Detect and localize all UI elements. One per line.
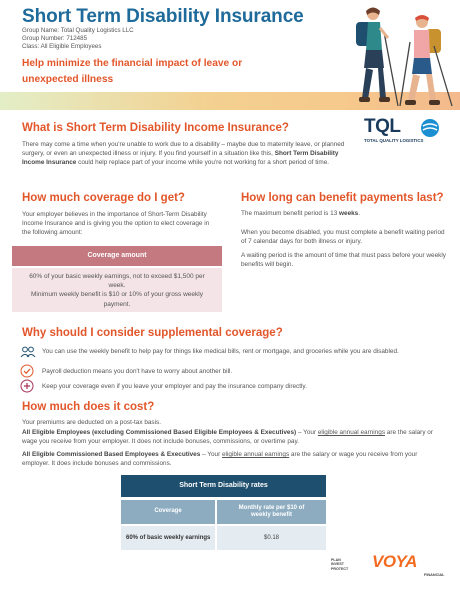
people-icon bbox=[20, 346, 36, 358]
cost-p2-dash: – Your bbox=[200, 451, 222, 458]
cost-p2-text: are the salary or wage you receive from your employer. It does include bonuses and commissions. bbox=[22, 451, 418, 467]
coverage-line-2: Minimum weekly benefit is $10 or 10% of your gross weekly payment. bbox=[31, 291, 203, 308]
tql-wordmark: TQL bbox=[364, 116, 401, 137]
max-benefit-end: . bbox=[358, 210, 361, 217]
tagline-invest: INVEST bbox=[331, 562, 344, 567]
what-is-heading: What is Short Term Disability Income Insurance? bbox=[22, 122, 289, 134]
why-bullet-2: Payroll deduction means you don't have to worry about another bill. bbox=[42, 368, 233, 375]
globe-icon bbox=[420, 118, 440, 138]
rates-row-coverage: 60% of basic weekly earnings bbox=[121, 526, 215, 550]
coverage-body: Your employer believes in the importance of Short-Term Disability Income Insurance and is giving you the option to elect coverage in the following amount: bbox=[22, 211, 210, 236]
page-title: Short Term Disability Insurance bbox=[22, 6, 304, 27]
tql-subtitle: TOTAL QUALITY LOGISTICS bbox=[364, 138, 424, 143]
eligible-earnings-link-1[interactable]: eligible annual earnings bbox=[317, 429, 386, 436]
group-info bbox=[22, 27, 134, 51]
rates-col-coverage: Coverage bbox=[121, 500, 215, 524]
tql-logo bbox=[364, 116, 446, 150]
coverage-line-1: 60% of your basic weekly earnings, not to exceed $1,500 per week. bbox=[29, 273, 205, 290]
cost-paragraph-2 bbox=[22, 450, 444, 468]
what-is-text-1: There may come a time when you're unable to work due to a disability – maybe due to maternity leave, or planned surgery, or even an unexpected illness or injury. If you find yourself in a situation like this, bbox=[22, 141, 345, 157]
coverage-amount bbox=[12, 268, 222, 309]
rates-table-caption: Short Term Disability rates bbox=[121, 475, 326, 497]
why-bullet-3: Keep your coverage even if you leave your employer and pay the insurance company directly. bbox=[42, 383, 307, 390]
waiting-period-definition: A waiting period is the amount of time that must pass before your weekly benefits will begin. bbox=[241, 252, 446, 268]
group-number: Group Number: 712485 bbox=[22, 35, 88, 42]
coverage-heading: How much coverage do I get? bbox=[22, 192, 185, 204]
what-is-text-2: could help replace part of your income while you're not working for a short period of time. bbox=[78, 159, 330, 166]
tagline: Help minimize the financial impact of leave or unexpected illness bbox=[22, 58, 243, 85]
max-benefit-unit: weeks bbox=[339, 210, 359, 217]
post-tax-note: Your premiums are deducted on a post-tax basis. bbox=[22, 419, 162, 426]
rates-table-row bbox=[121, 526, 326, 550]
max-benefit-text: The maximum benefit period is 13 bbox=[241, 210, 338, 217]
waiting-period: When you become disabled, you must complete a benefit waiting period of 7 calendar days for both illness or injury. bbox=[241, 229, 445, 245]
plus-circle-icon bbox=[20, 379, 34, 393]
voya-logo: VOYA bbox=[372, 552, 417, 571]
rates-col-monthly-rate: Monthly rate per $10 of weekly benefit bbox=[217, 500, 326, 524]
eligible-earnings-link-2[interactable]: eligible annual earnings bbox=[221, 451, 290, 458]
tagline-protect: PROTECT bbox=[331, 566, 349, 571]
voya-financial-label: FINANCIAL bbox=[424, 573, 445, 577]
class-label: Class: All Eligible Employees bbox=[22, 43, 102, 50]
cost-p1-class: All Eligible Employees (excluding Commissioned Based Eligible Employees & Executives) bbox=[22, 429, 297, 436]
why-bullet-1: You can use the weekly benefit to help pay for things like medical bills, rent or mortgage, and groceries while you are disabled. bbox=[42, 348, 399, 355]
cost-heading: How much does it cost? bbox=[22, 401, 155, 413]
rates-table-header bbox=[121, 500, 326, 524]
tagline-plan: PLAN bbox=[331, 558, 341, 562]
group-name: Group Name: Total Quality Logistics LLC bbox=[22, 27, 134, 34]
rates-row-rate: $0.18 bbox=[217, 526, 326, 550]
what-is-product-name: Short Term Disability Income Insurance bbox=[22, 150, 339, 166]
why-heading: Why should I consider supplemental coverage? bbox=[22, 327, 283, 339]
max-benefit-period bbox=[241, 209, 446, 218]
hikers-illustration bbox=[342, 2, 460, 110]
what-is-body bbox=[22, 140, 360, 167]
coverage-table-header: Coverage amount bbox=[12, 246, 222, 266]
duration-heading: How long can benefit payments last? bbox=[241, 192, 444, 204]
cost-p1-text: are the salary or wage you receive from your employer. It does not include bonuses, commissions, or overtime pay. bbox=[22, 429, 433, 445]
voya-tagline bbox=[331, 558, 348, 571]
cost-p2-class: All Eligible Commissioned Based Employees & Executives bbox=[22, 451, 201, 458]
cost-p1-dash: – Your bbox=[296, 429, 318, 436]
check-shield-icon bbox=[20, 364, 34, 378]
cost-paragraph-1 bbox=[22, 428, 444, 446]
